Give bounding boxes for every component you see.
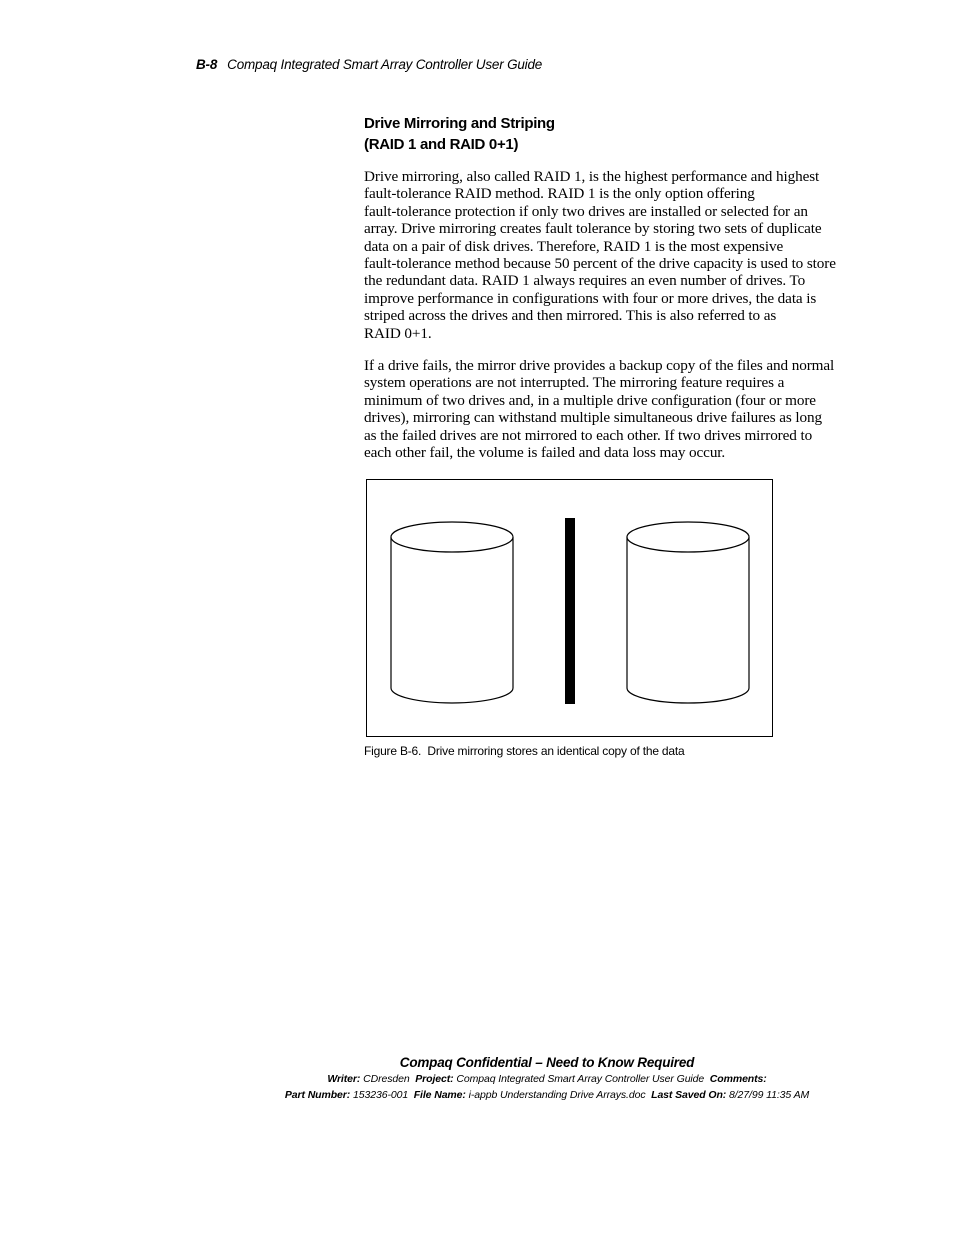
body-paragraph-drive-failure: [364, 357, 864, 461]
paragraph-line: as the failed drives are not mirrored to each other. If two drives mirrored to: [364, 426, 813, 444]
comments-label: Comments:: [709, 1073, 767, 1085]
section-heading-line: (RAID 1 and RAID 0+1): [364, 136, 519, 153]
part-number-value: 153236-001: [353, 1088, 409, 1101]
section-heading-line: Drive Mirroring and Striping: [364, 115, 555, 132]
footer-meta-line-1: [0, 1072, 954, 1088]
page-number: B-8: [196, 57, 218, 72]
last-saved-label: Last Saved On:: [651, 1088, 727, 1101]
last-saved-value: 8/27/99 11:35 AM: [729, 1088, 810, 1101]
paragraph-line: RAID 0+1.: [364, 324, 432, 342]
file-name-label: File Name:: [413, 1088, 466, 1101]
paragraph-line: If a drive fails, the mirror drive provides a backup copy of the files and normal: [364, 357, 835, 374]
body-paragraph-raid1: [364, 168, 864, 342]
mirror-drive-cylinder: [627, 522, 749, 703]
running-header: [196, 57, 542, 72]
confidential-footer: [0, 1054, 954, 1103]
paragraph-line: array. Drive mirroring creates fault tolerance by storing two sets of duplicate: [364, 220, 822, 238]
mirroring-figure: [366, 479, 773, 737]
paragraph-line: data on a pair of disk drives. Therefore, RAID 1 is the most expensive: [364, 237, 784, 255]
paragraph-line: the redundant data. RAID 1 always requires an even number of drives. To: [364, 272, 806, 290]
paragraph-line: drives), mirroring can withstand multiple simultaneous drive failures as long: [364, 409, 822, 427]
part-number-label: Part Number:: [284, 1088, 351, 1101]
paragraph-line: fault-tolerance method because 50 percent of the drive capacity is used to store: [364, 255, 836, 273]
project-label: Project:: [415, 1073, 454, 1085]
document-title: Compaq Integrated Smart Array Controller User Guide: [227, 57, 543, 72]
figure-caption: Figure B-6. Drive mirroring stores an identical copy of the data: [364, 744, 685, 758]
project-value: Compaq Integrated Smart Array Controller User Guide: [456, 1073, 705, 1085]
file-name-value: i-appb Understanding Drive Arrays.doc: [468, 1088, 646, 1101]
paragraph-line: striped across the drives and then mirrored. This is also referred to as: [364, 307, 777, 325]
primary-drive-cylinder: [391, 522, 513, 703]
footer-meta-line-2: [0, 1088, 954, 1104]
mirroring-diagram: [367, 480, 772, 736]
mirror-divider-bar: [565, 518, 575, 704]
writer-label: Writer:: [327, 1073, 361, 1085]
paragraph-line: minimum of two drives and, in a multiple drive configuration (four or more: [364, 391, 816, 409]
paragraph-line: Drive mirroring, also called RAID 1, is the highest performance and highest: [364, 168, 820, 185]
paragraph-line: each other fail, the volume is failed and data loss may occur.: [364, 444, 726, 462]
confidential-notice: Compaq Confidential – Need to Know Required: [399, 1055, 695, 1070]
section-heading: [364, 113, 844, 155]
paragraph-line: fault-tolerance RAID method. RAID 1 is the only option offering: [364, 185, 755, 203]
writer-value: CDresden: [363, 1073, 410, 1085]
paragraph-line: fault-tolerance protection if only two drives are installed or selected for an: [364, 202, 808, 220]
paragraph-line: improve performance in configurations with four or more drives, the data is: [364, 289, 817, 307]
paragraph-line: system operations are not interrupted. The mirroring feature requires a: [364, 374, 785, 392]
